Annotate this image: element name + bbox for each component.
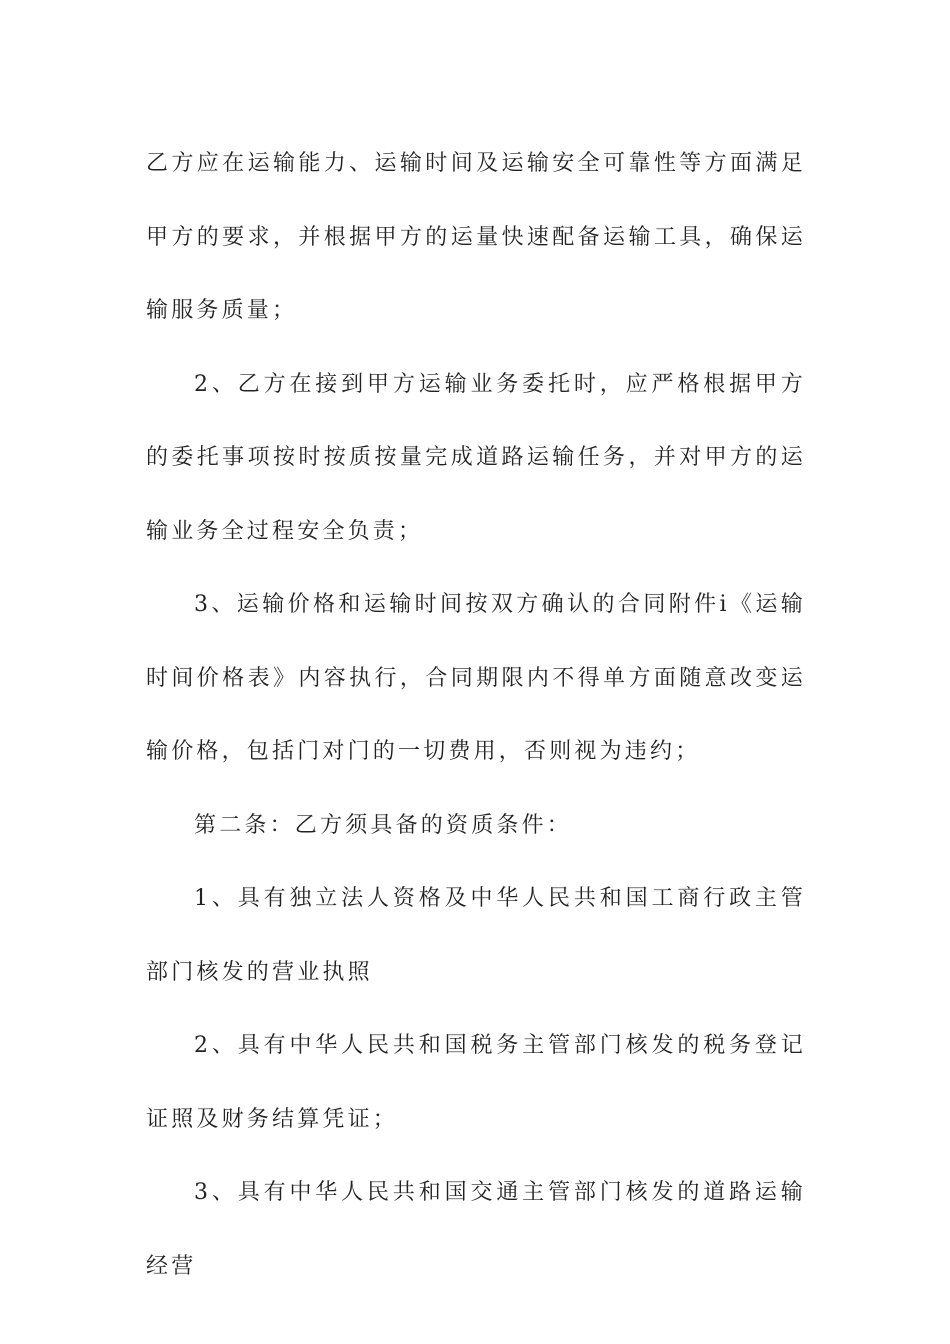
paragraph-qualification-1: 1、具有独立法人资格及中华人民共和国工商行政主管部门核发的营业执照 bbox=[146, 886, 806, 985]
paragraph-clause-3: 3、运输价格和运输时间按双方确认的合同附件ⅰ《运输时间价格表》内容执行，合同期限内不得单方面随意改变运输价格，包括门对门的一切费用，否则视为违约； bbox=[146, 592, 806, 764]
document-body bbox=[146, 127, 806, 1303]
article-two-heading: 第二条：乙方须具备的资质条件： bbox=[194, 812, 573, 838]
paragraph-qualification-3: 3、具有中华人民共和国交通主管部门核发的道路运输经营 bbox=[146, 1180, 806, 1279]
paragraph-qualification-2: 2、具有中华人民共和国税务主管部门核发的税务登记证照及财务结算凭证； bbox=[146, 1033, 806, 1132]
paragraph-clause-2: 2、乙方在接到甲方运输业务委托时，应严格根据甲方的委托事项按时按质按量完成道路运输任务，并对甲方的运输业务全过程安全负责； bbox=[146, 371, 806, 544]
paragraph-transport-capability: 乙方应在运输能力、运输时间及运输安全可靠性等方面满足甲方的要求，并根据甲方的运量快速配备运输工具，确保运输服务质量； bbox=[146, 151, 806, 323]
